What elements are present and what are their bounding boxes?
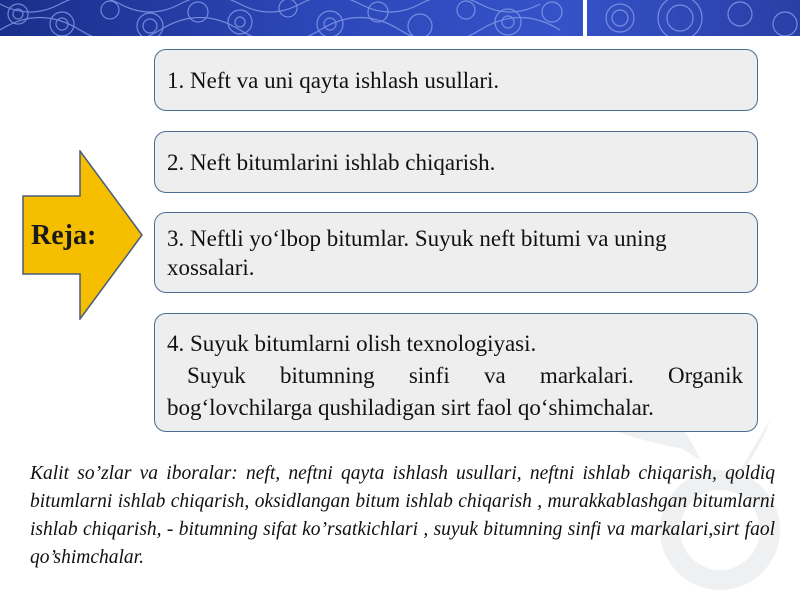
plan-item-4 bbox=[154, 313, 758, 432]
plan-item-2 bbox=[154, 131, 758, 193]
banner-separator bbox=[583, 0, 587, 36]
plan-item-4-subtext: Suyuk bitumning sinfi va markalari. Organik bog‘lovchilarga qushiladigan sirt faol qo‘shimchalar. bbox=[167, 363, 743, 420]
plan-item-1 bbox=[154, 49, 758, 111]
plan-item-3-text: 3. Neftli yo‘lbop bitumlar. Suyuk neft bitumi va uning xossalari. bbox=[167, 226, 667, 280]
keywords-paragraph: Kalit so’zlar va iboralar: neft, neftni qayta ishlash usullari, neftni ishlab chiqarish, qoldiq bitumlarni ishlab chiqarish, oksidlangan bitum ishlab chiqarish , murakkablashgan bitumlarni ishlab chiqarish, - bitumning sifat ko’rsatkichlari , suyuk bitumning sinfi va markalari,sirt faol qo’shimchalar. bbox=[30, 463, 775, 568]
reja-label: Reja: bbox=[31, 220, 97, 251]
plan-item-1-text: 1. Neft va uni qayta ishlash usullari. bbox=[167, 68, 500, 93]
header-banner bbox=[0, 0, 800, 36]
plan-item-2-text: 2. Neft bitumlarini ishlab chiqarish. bbox=[167, 150, 496, 175]
plan-item-4-title: 4. Suyuk bitumlarni olish texnologiyasi. bbox=[167, 331, 537, 356]
plan-item-3 bbox=[154, 212, 758, 293]
banner-ornament bbox=[0, 0, 800, 36]
